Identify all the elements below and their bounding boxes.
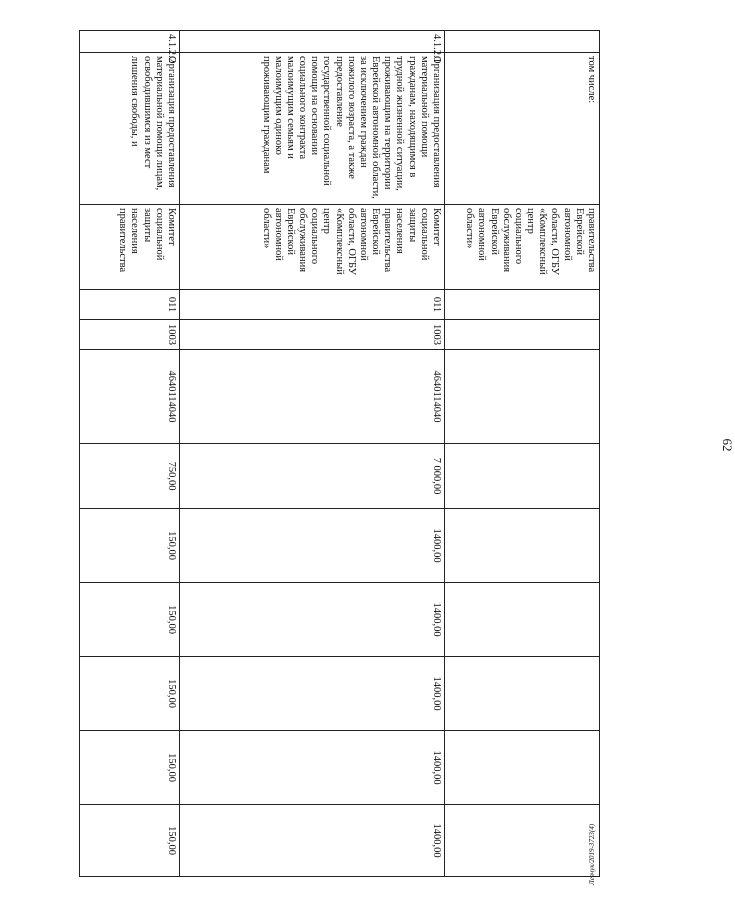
- executor-cell: правительства Еврейской автономной области, ОГБУ «Комплексный центр социального обслуживания Еврейской автономной области»: [445, 205, 600, 290]
- csr-cell: 4640114040: [180, 350, 445, 444]
- year-3-cell: 150,00: [80, 657, 180, 731]
- table-row: [445, 31, 600, 877]
- year-4-cell: 1400,00: [180, 731, 445, 805]
- measure-name-cell: том числе:: [445, 53, 600, 205]
- year-4-cell: [445, 731, 600, 805]
- budget-table: [79, 30, 600, 877]
- year-1-cell: 150,00: [80, 509, 180, 583]
- row-number-cell: 4.1.2.1: [180, 31, 445, 53]
- measure-name-cell: Организация предоставления материальной помощи лицам, освободившимся из мест лишения свободы, и: [80, 53, 180, 205]
- rotated-table-container: [80, 30, 600, 876]
- year-5-cell: [445, 805, 600, 877]
- rzpr-cell: [445, 320, 600, 350]
- executor-cell: Комитет социальной защиты населения правительства: [80, 205, 180, 290]
- grbs-cell: 011: [80, 290, 180, 320]
- year-3-cell: 1400,00: [180, 657, 445, 731]
- csr-cell: 4640114040: [80, 350, 180, 444]
- year-2-cell: 150,00: [80, 583, 180, 657]
- csr-cell: [445, 350, 600, 444]
- grbs-cell: [445, 290, 600, 320]
- rzpr-cell: 1003: [80, 320, 180, 350]
- page-number: 62: [720, 438, 735, 452]
- table-row: [80, 31, 180, 877]
- row-number-cell: [445, 31, 600, 53]
- year-2-cell: [445, 583, 600, 657]
- total-cell: 7 000,00: [180, 444, 445, 509]
- measure-name-cell: Организация предоставления материальной помощи гражданам, находящимся в трудной жизненной ситуации, проживающим на территории Еврейской автономной области, за исключением граждан пожилого возраста, а также предоставление государственной социальной помощи на основании социального контракта малоимущим семьям и малоимущим одиноко проживающим гражданам: [180, 53, 445, 205]
- table-row: [180, 31, 445, 877]
- year-3-cell: [445, 657, 600, 731]
- year-2-cell: 1400,00: [180, 583, 445, 657]
- year-5-cell: 150,00: [80, 805, 180, 877]
- total-cell: 750,00: [80, 444, 180, 509]
- document-stamp: Левчук/2019-3723(4): [588, 823, 596, 885]
- year-1-cell: [445, 509, 600, 583]
- grbs-cell: 011: [180, 290, 445, 320]
- year-1-cell: 1400,00: [180, 509, 445, 583]
- rzpr-cell: 1003: [180, 320, 445, 350]
- year-5-cell: 1400,00: [180, 805, 445, 877]
- total-cell: [445, 444, 600, 509]
- year-4-cell: 150,00: [80, 731, 180, 805]
- row-number-cell: 4.1.2.2: [80, 31, 180, 53]
- executor-cell: Комитет социальной защиты населения правительства Еврейской автономной области, ОГБУ «Комплексный центр социального обслуживания Еврейской автономной области»: [180, 205, 445, 290]
